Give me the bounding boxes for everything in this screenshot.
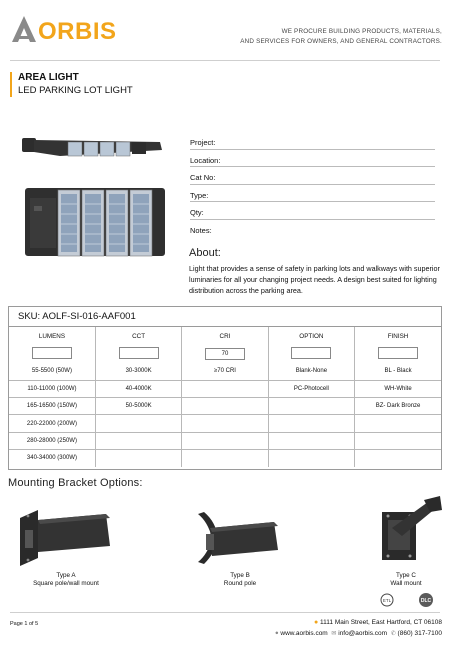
table-cell [95,432,181,449]
bracket-type-c-caption: Type C Wall mount [390,572,422,588]
phone-icon: ✆ [390,631,396,637]
website-link[interactable]: www.aorbis.com [280,630,328,637]
fixture-side-view [22,138,162,156]
bracket-type-c-image [336,494,446,574]
about-text: Light that provides a sense of safety in parking lots and walkways with superior luminaries for all your changing project needs. A design best suited for lighting distribution across the parking area. [189,264,440,296]
table-cell: 340-34000 (300W) [9,449,95,466]
table-row [9,449,441,466]
table-cell [95,415,181,432]
page-title: AREA LIGHT [18,72,79,83]
field-type[interactable]: Type: [190,185,435,203]
table-cell: PC-Photocell [268,380,354,397]
table-cell [355,449,441,466]
table-cell [182,432,268,449]
table-cell: BZ- Dark Bronze [355,398,441,415]
table-cell [182,380,268,397]
bracket-type-b-image [190,502,300,582]
cri-input[interactable]: 70 [205,348,245,360]
divider [10,60,440,61]
footer-contact [275,630,442,637]
brand-logo [10,14,130,46]
cct-input[interactable] [119,347,159,359]
bracket-type-b-caption: Type B Round pole [223,572,257,588]
bracket-type-a-image [14,500,124,580]
email-link[interactable]: info@aorbis.com [338,630,388,637]
mounting-heading: Mounting Bracket Options: [8,477,143,489]
finish-input[interactable] [378,347,418,359]
table-cell: 280-28000 (250W) [9,432,95,449]
logo-text: ORBIS [38,18,117,45]
product-image [20,128,170,268]
page-number: Page 1 of 5 [10,621,39,627]
etl-listed-icon [381,594,393,606]
table-cell [95,449,181,466]
table-cell [182,398,268,415]
table-cell: 165-16500 (150W) [9,398,95,415]
footer-address: ● 1111 Main Street, East Hartford, CT 06108 [313,619,442,626]
phone-number: (860) 317-7100 [397,630,442,637]
table-cell: Blank-None [268,363,354,380]
globe-icon: ● [274,630,279,637]
svg-text:ETL: ETL [382,598,392,603]
dlc-icon [419,593,433,607]
table-cell: 220-22000 (200W) [9,415,95,432]
lumens-input[interactable] [32,347,72,359]
about-heading: About: [189,247,221,259]
table-cell [355,415,441,432]
table-row [9,380,441,397]
table-cell [268,398,354,415]
table-row [9,398,441,415]
table-cell [355,432,441,449]
table-cell: WH-White [355,380,441,397]
field-project[interactable]: Project: [190,132,435,150]
table-cell [268,449,354,466]
fixture-front-view [25,188,165,256]
table-cell: BL - Black [384,368,412,375]
col-header-option: OPTION [268,327,354,345]
field-cat-no[interactable]: Cat No: [190,167,435,185]
page-subtitle: LED PARKING LOT LIGHT [18,85,133,96]
table-cell: ≥70 CRI [182,363,268,380]
logo-a-icon [10,14,40,44]
table-cell [182,449,268,466]
field-notes[interactable]: Notes: [190,225,212,235]
table-row [9,432,441,449]
svg-text:DLC: DLC [420,598,432,604]
table-cell: 110-11000 (100W) [9,380,95,397]
title-block [10,72,133,97]
table-cell: 40-4000K [95,380,181,397]
col-header-lumens: LUMENS [9,327,95,345]
option-input[interactable] [291,347,331,359]
divider [10,612,440,613]
spec-table [8,306,442,470]
col-header-cri: CRI [182,327,268,345]
col-header-finish: FINISH [387,332,409,340]
table-row [9,415,441,432]
field-location[interactable]: Location: [190,150,435,168]
project-fields [190,132,435,237]
table-cell: 50-5000K [95,398,181,415]
certifications [373,592,443,610]
table-cell [268,415,354,432]
bracket-type-a-caption: Type A Square pole/wall mount [33,572,99,588]
col-header-cct: CCT [95,327,181,345]
sku-label: SKU: AOLF-SI-016-AAF001 [9,307,441,327]
field-qty[interactable]: Qty: [190,202,435,220]
table-cell: 30-3000K [95,363,181,380]
table-cell [182,415,268,432]
mail-icon: ✉ [331,631,337,637]
table-cell: 55-5500 (50W) [9,363,95,380]
table-row [9,363,441,380]
table-cell [268,432,354,449]
location-pin-icon: ● [313,619,319,626]
tagline: WE PROCURE BUILDING PRODUCTS, MATERIALS, AND SERVICES FOR OWNERS, AND GENERAL CONTRACTORS. [240,28,442,45]
